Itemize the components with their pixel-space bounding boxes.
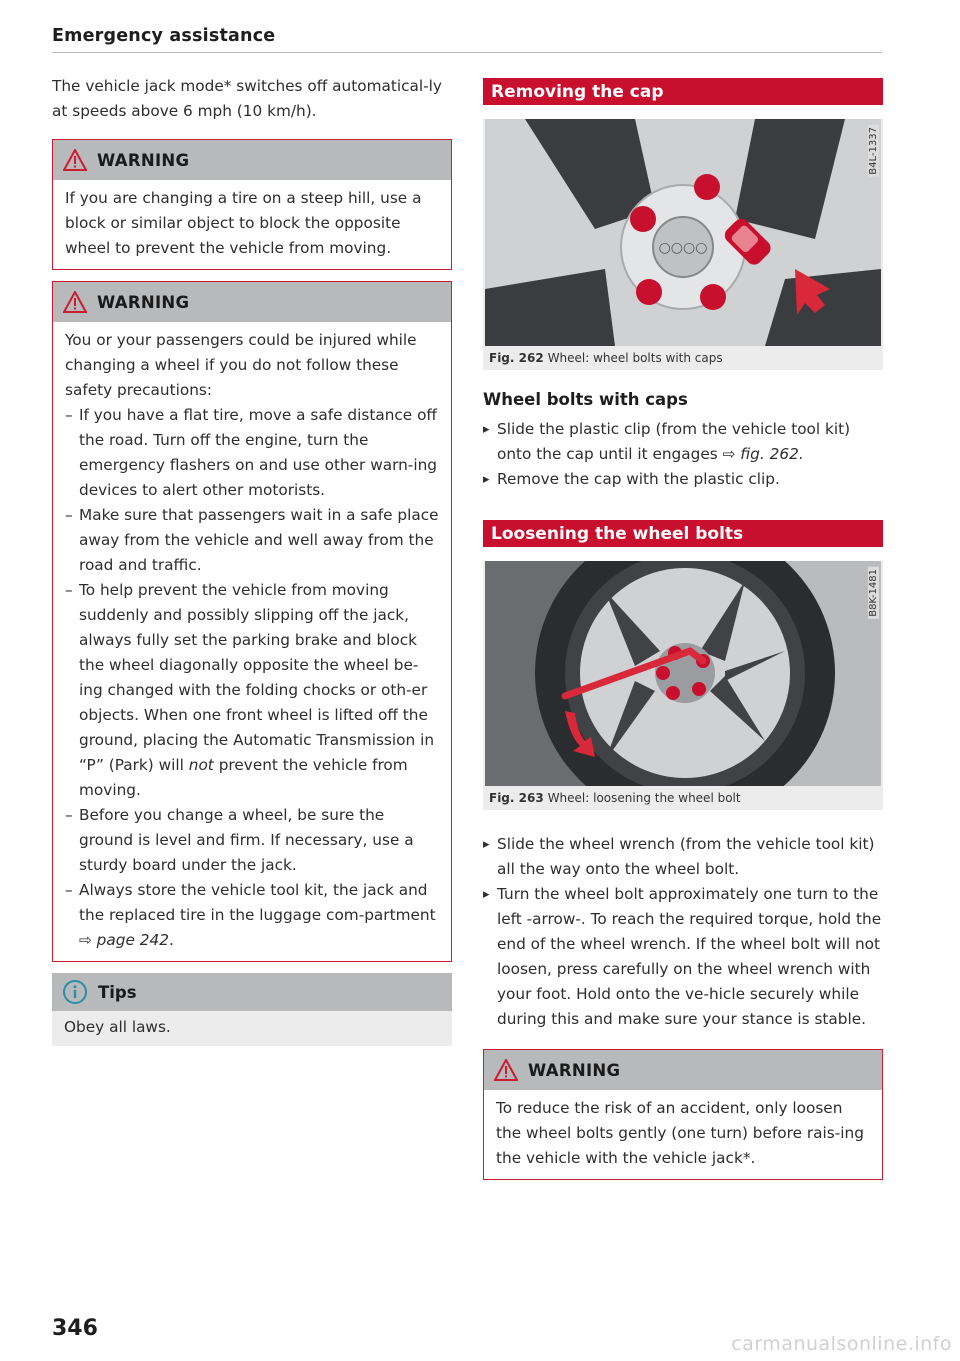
step-text: Slide the plastic clip (from the vehicle tool kit) onto the cap until it engages bbox=[497, 420, 851, 463]
warning-box-hill bbox=[52, 139, 452, 270]
subheading-wheel-bolts-caps: Wheel bolts with caps bbox=[483, 390, 688, 409]
page-header-title: Emergency assistance bbox=[52, 26, 276, 46]
warning-body bbox=[53, 322, 451, 961]
warning-header bbox=[484, 1050, 882, 1090]
list-item-text: Always store the vehicle tool kit, the jack and the replaced tire in the luggage com-partment bbox=[79, 881, 436, 924]
warning-box-loosen bbox=[483, 1049, 883, 1180]
figure-label: Fig. 262 bbox=[489, 351, 544, 365]
section-heading-removing-cap: Removing the cap bbox=[483, 78, 883, 105]
left-column bbox=[52, 74, 452, 1046]
page-reference-link[interactable]: ⇨ page 242 bbox=[79, 931, 169, 949]
list-item: – If you have a flat tire, move a safe distance off the road. Turn off the engine, turn the emergency flashers on and use other warn-ing devices to alert other motorists. bbox=[65, 403, 439, 503]
list-item-tail: . bbox=[168, 931, 174, 949]
warning-text: To reduce the risk of an accident, only loosen the wheel bolts gently (one turn) before rais-ing the vehicle with the vehicle jack*. bbox=[496, 1099, 864, 1167]
figure-caption bbox=[483, 346, 883, 370]
tips-text: Obey all laws. bbox=[52, 1011, 452, 1046]
figure-caption bbox=[483, 786, 883, 810]
list-item: – Before you change a wheel, be sure the ground is level and firm. If necessary, use a sturdy board under the jack. bbox=[65, 803, 439, 878]
tips-header bbox=[52, 973, 452, 1011]
safety-list bbox=[65, 403, 439, 953]
figure-reference-link[interactable]: ⇨ fig. 262. bbox=[722, 445, 804, 463]
warning-header bbox=[53, 140, 451, 180]
list-item-text: To help prevent the vehicle from moving suddenly and possibly slipping off the jack, always fully set the parking brake and block the wheel diagonally opposite the wheel be-ing changed with the folding chocks or oth-er objects. When one front wheel is lifted off the ground, placing the Automatic Transmission in “P” (Park) will bbox=[79, 581, 435, 774]
figure-code: B4L-1337 bbox=[868, 127, 879, 175]
right-column bbox=[483, 78, 883, 1180]
svg-text:○○○○: ○○○○ bbox=[658, 240, 708, 256]
warning-title: WARNING bbox=[528, 1060, 621, 1080]
wheel-wrench-illustration bbox=[485, 561, 881, 786]
warning-title: WARNING bbox=[97, 150, 190, 170]
figure-label: Fig. 263 bbox=[489, 791, 544, 805]
list-item bbox=[65, 578, 439, 803]
header-divider bbox=[52, 52, 882, 53]
figure-caption-text: Wheel: wheel bolts with caps bbox=[547, 351, 723, 365]
warning-intro: You or your passengers could be injured while changing a wheel if you do not follow these safety precautions: bbox=[65, 331, 417, 399]
warning-box-safety bbox=[52, 281, 452, 962]
intro-paragraph: The vehicle jack mode* switches off automatical-ly at speeds above 6 mph (10 km/h). bbox=[52, 77, 442, 120]
list-item: – Make sure that passengers wait in a safe place away from the vehicle and well away from the road and traffic. bbox=[65, 503, 439, 578]
list-item: ▸ Turn the wheel bolt approximately one turn to the left -arrow-. To reach the required torque, hold the end of the wheel wrench. If the wheel bolt will not loosen, press carefully on the wheel wrench with your foot. Hold onto the ve-hicle securely while during this and make sure your stance is stable. bbox=[483, 882, 883, 1032]
warning-title: WARNING bbox=[97, 292, 190, 312]
info-icon bbox=[62, 979, 88, 1005]
warning-text: If you are changing a tire on a steep hill, use a block or similar object to block the opposite wheel to prevent the vehicle from moving. bbox=[65, 189, 422, 257]
tips-title: Tips bbox=[98, 982, 137, 1002]
wheel-caps-drawing bbox=[485, 119, 881, 346]
warning-header bbox=[53, 282, 451, 322]
watermark-text: carmanualsonline.info bbox=[731, 1333, 952, 1355]
emphasis-text: not bbox=[188, 756, 214, 774]
warning-triangle-icon bbox=[494, 1059, 518, 1081]
list-item: ▸ Remove the cap with the plastic clip. bbox=[483, 467, 883, 492]
loosen-steps-list bbox=[483, 832, 883, 1032]
list-item: ▸ Slide the wheel wrench (from the vehicle tool kit) all the way onto the wheel bolt. bbox=[483, 832, 883, 882]
list-item bbox=[483, 417, 883, 467]
list-item bbox=[65, 878, 439, 953]
cap-steps-list bbox=[483, 417, 883, 492]
figure-caption-text: Wheel: loosening the wheel bolt bbox=[547, 791, 741, 805]
figure-263 bbox=[483, 561, 883, 810]
wheel-bolt-caps-illustration bbox=[485, 119, 881, 346]
warning-triangle-icon bbox=[63, 291, 87, 313]
page-number: 346 bbox=[52, 1316, 98, 1341]
list-item-tail: prevent the vehicle from moving. bbox=[79, 756, 408, 799]
wheel-wrench-drawing bbox=[485, 561, 881, 786]
figure-code: B8K-1481 bbox=[868, 569, 879, 617]
figure-262 bbox=[483, 119, 883, 370]
warning-triangle-icon bbox=[63, 149, 87, 171]
section-heading-loosening-bolts: Loosening the wheel bolts bbox=[483, 520, 883, 547]
tips-box bbox=[52, 973, 452, 1046]
